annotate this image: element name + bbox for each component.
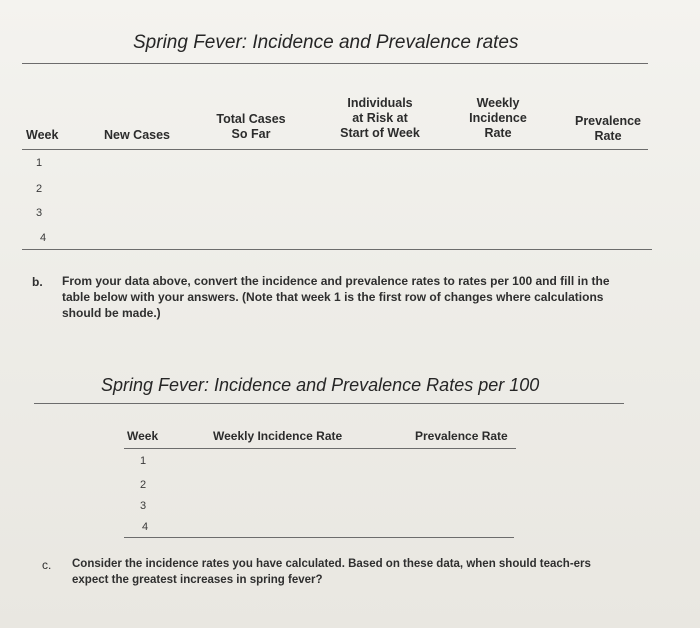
table1-header-new-cases: New Cases (104, 128, 171, 142)
table2-week-2: 2 (140, 479, 147, 491)
table1-header-prevalence: Prevalence Rate (574, 114, 642, 143)
table2-header-week: Week (127, 429, 159, 443)
table2-bottom-rule (124, 537, 514, 538)
table1-week-4: 4 (40, 232, 47, 244)
table1-header-week: Week (26, 128, 59, 142)
table1-header-individuals-at-risk: Individuals at Risk at Start of Week (340, 96, 420, 140)
table2-week-1: 1 (140, 455, 147, 467)
table1-header-weekly-incidence: Weekly Incidence Rate (469, 96, 527, 140)
part-c-label: c. (42, 558, 52, 572)
table2-title: Spring Fever: Incidence and Prevalence Rates per 100 (101, 375, 540, 395)
table2-week-3: 3 (140, 500, 147, 512)
table2-header-rule (124, 448, 516, 449)
table2-header-weekly-incidence: Weekly Incidence Rate (213, 429, 343, 443)
table1-title: Spring Fever: Incidence and Prevalence rates (133, 32, 519, 53)
table1-week-2: 2 (36, 183, 43, 195)
table1-week-3: 3 (36, 207, 43, 219)
table1-bottom-rule (22, 249, 652, 250)
part-b-label: b. (32, 275, 43, 289)
table2-header-prevalence: Prevalence Rate (415, 429, 508, 443)
part-b-text: From your data above, convert the incidence and prevalence rates to rates per 100 and fill in the table below with your answers. (Note that week 1 is the first row of changes where calculations should be made.) (62, 274, 610, 320)
table1-header-rule (22, 149, 648, 150)
table1-title-underline (22, 63, 648, 64)
table2-week-4: 4 (142, 521, 149, 533)
table2-title-underline (34, 403, 624, 404)
table1-header-total-cases: Total Cases So Far (216, 112, 286, 141)
part-c-text: Consider the incidence rates you have calculated. Based on these data, when should teach-ers expect the greatest increases in spring fever? (72, 558, 591, 586)
table1-week-1: 1 (36, 157, 43, 169)
